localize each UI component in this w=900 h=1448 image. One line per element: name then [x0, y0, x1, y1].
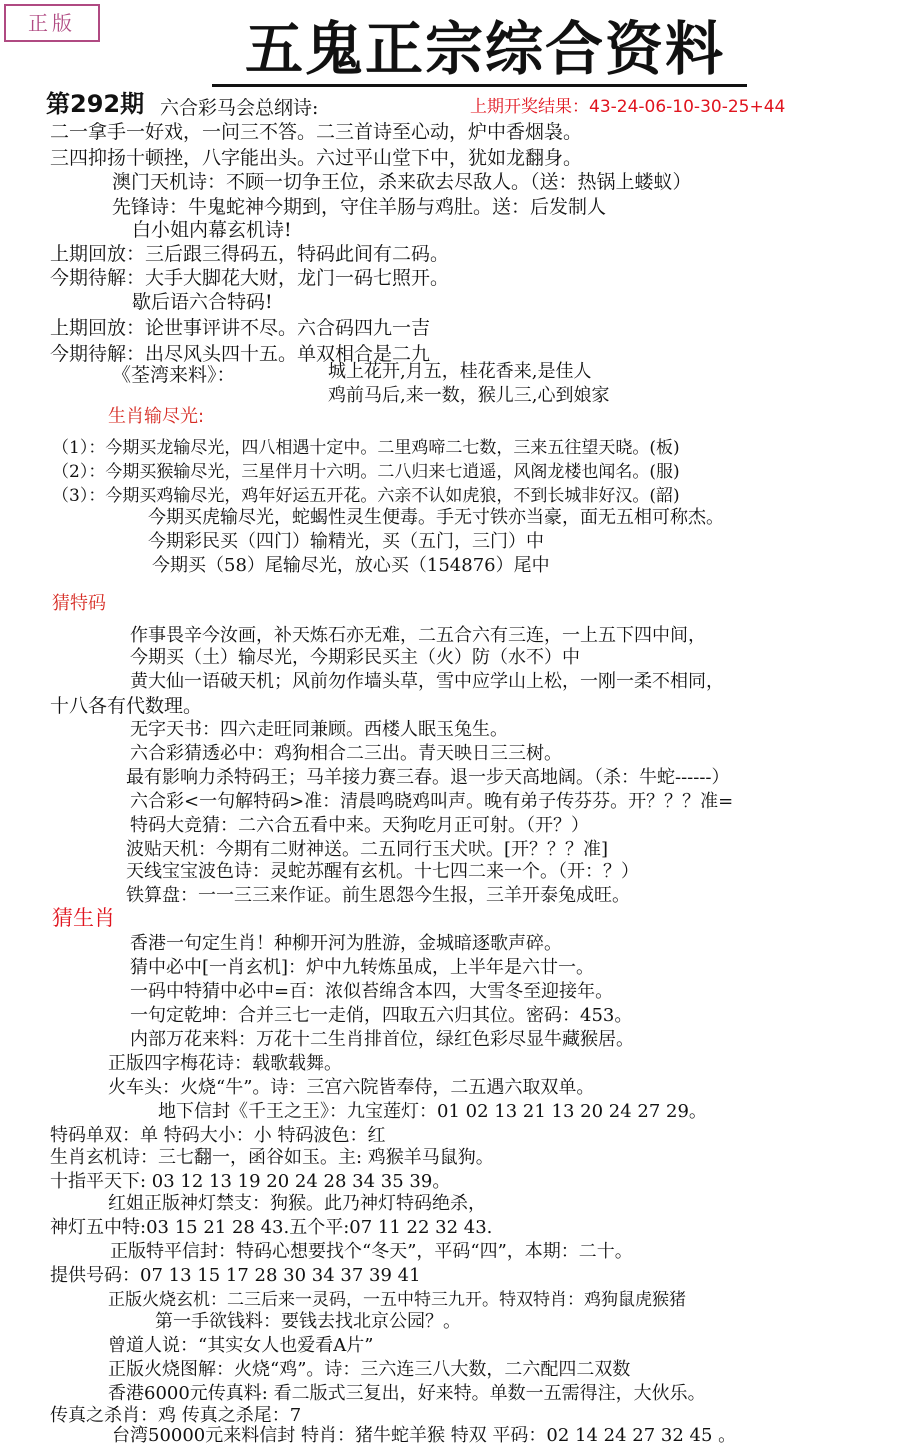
text-line: 黄大仙一语破天机；风前勿作墙头草，雪中应学山上松，一刚一柔不相同，: [130, 671, 724, 692]
text-line: 正版火烧图解：火烧“鸡”。诗：三六连三八大数，二六配四二双数: [108, 1359, 631, 1380]
page-title: 五鬼正宗综合资料: [244, 15, 725, 83]
text-line: 十八各有代数理。: [50, 695, 203, 717]
section-heading: 猜生肖: [52, 906, 115, 930]
section-heading: 猜特码: [52, 593, 106, 614]
text-line: 今期待解：大手大脚花大财，龙门一码七照开。: [50, 267, 450, 289]
text-line: （2）：今期买猴输尽光，三星伴月十六明。二八归来七逍遥，风阁龙楼也闻名。(服): [52, 462, 680, 482]
text-line: 今期买（土）输尽光，今期彩民买主（火）防（水不）中: [130, 647, 580, 668]
text-line: 歇后语六合特码!: [132, 291, 273, 313]
text-line: 特码单双：单 特码大小：小 特码波色：红: [50, 1125, 386, 1146]
text-line: 提供号码：07 13 15 17 28 30 34 37 39 41: [50, 1265, 421, 1286]
text-line: 地下信封《千王之王》：九宝莲灯：01 02 13 21 13 20 24 27 29。: [158, 1101, 707, 1122]
text-line: 六合彩马会总纲诗:: [160, 97, 319, 119]
text-line: （3）：今期买鸡输尽光，鸡年好运五开花。六亲不认如虎狼，不到长城非好汉。(韶): [52, 486, 680, 506]
text-line: 铁算盘：一一三三来作证。前生恩怨今生报，三羊开泰兔成旺。: [126, 885, 630, 906]
text-line: 最有影响力杀特码王；马羊接力赛三春。退一步天高地阔。（杀：牛蛇------）: [126, 767, 730, 788]
text-line: 今期彩民买（四门）输精光，买（五门，三门）中: [148, 531, 544, 552]
text-line: 白小姐内幕玄机诗!: [132, 219, 292, 241]
text-line: 《荃湾来料》：: [112, 364, 236, 386]
text-line: 作事畏辛今汝画，补天炼石亦无难，二五合六有三连，一上五下四中间，: [130, 625, 706, 646]
text-line: 三四抑扬十顿挫，八字能出头。六过平山堂下中，犹如龙翻身。: [50, 147, 583, 169]
text-line: 正版火烧玄机：二三后来一灵码，一五中特三九开。特双特肖：鸡狗鼠虎猴猪: [108, 1290, 686, 1310]
text-line: 香港一句定生肖！种柳开河为胜游，金城暗逐歌声碎。: [130, 933, 562, 954]
text-line: 今期待解：出尽风头四十五。单双相合是二九: [50, 343, 431, 365]
text-line: 六合彩猜透必中：鸡狗相合二三出。青天映日三三树。: [130, 743, 562, 764]
text-line: 第一手欲钱料：要钱去找北京公园？。: [155, 1311, 461, 1332]
text-line: 传真之杀肖：鸡 传真之杀尾：7: [50, 1405, 302, 1426]
text-line: 台湾50000元来料信封 特肖：猪牛蛇羊猴 特双 平码：02 14 24 27 32 45 。: [112, 1425, 737, 1446]
text-line: （1）：今期买龙输尽光，四八相遇十定中。二里鸡啼二七数，三来五往望天晓。(板): [52, 438, 680, 458]
text-line: 上期回放：三后跟三得码五，特码此间有二码。: [50, 243, 450, 265]
text-line: 猜中必中[一肖玄机]：炉中九转炼虽成，上半年是六廿一。: [130, 957, 595, 978]
text-line: 特码大竞猜：二六合五看中来。天狗吃月正可射。（开？）: [130, 815, 589, 836]
text-line: 火车头：火烧“牛”。诗：三宫六院皆奉侍，二五遇六取双单。: [108, 1077, 595, 1098]
text-line: 今期买虎输尽光，蛇蝎性灵生便毒。手无寸铁亦当豪，面无五相可称杰。: [148, 507, 724, 528]
text-line: 天线宝宝波色诗：灵蛇苏醒有玄机。十七四二来一个。（开：？）: [126, 861, 639, 882]
text-line: 正版特平信封：特码心想要找个“冬天”，平码“四”，本期：二十。: [110, 1241, 633, 1262]
text-line: 曾道人说：“其实女人也爱看A片”: [108, 1335, 374, 1356]
title-underline: [212, 84, 747, 87]
text-line: 城上花开,月五，桂花香来,是佳人: [328, 361, 592, 382]
edition-stamp: 正版: [4, 4, 100, 42]
text-line: 波贴天机：今期有二财神送。二五同行玉犬吠。[开？？？准]: [126, 839, 609, 860]
issue-number: 第292期: [46, 90, 145, 118]
text-line: 神灯五中特:03 15 21 28 43.五个平:07 11 22 32 43.: [50, 1217, 493, 1238]
text-line: 澳门天机诗：不顾一切争王位，杀来砍去尽敌人。（送：热锅上蝼蚁）: [112, 171, 692, 193]
text-line: 今期买（58）尾输尽光，放心买（154876）尾中: [152, 555, 550, 576]
text-line: 鸡前马后,来一数，猴儿三,心到娘家: [328, 385, 610, 406]
text-line: 上期回放：论世事评讲不尽。六合码四九一吉: [50, 317, 431, 339]
text-line: 正版四字梅花诗：载歌载舞。: [108, 1053, 342, 1074]
text-line: 香港6000元传真料: 看二版式三复出，好来特。单数一五需得注，大伙乐。: [108, 1383, 706, 1404]
text-line: 红姐正版神灯禁支：狗猴。此乃神灯特码绝杀，: [108, 1193, 486, 1214]
text-line: 六合彩<一句解特码>准：清晨鸣晓鸡叫声。晚有弟子传芬芬。开？？？准=: [130, 791, 734, 812]
text-line: 一码中特猜中必中=百：浓似苔绵含本四，大雪冬至迎接年。: [130, 981, 614, 1002]
text-line: 一句定乾坤：合并三七一走俏，四取五六归其位。密码：453。: [130, 1005, 633, 1026]
text-line: 无字天书：四六走旺同兼顾。西楼人眠玉兔生。: [130, 719, 508, 740]
text-line: 生肖玄机诗：三七翻一，函谷如玉。主: 鸡猴羊马鼠狗。: [50, 1147, 494, 1168]
text-line: 先锋诗：牛鬼蛇神今期到，守住羊肠与鸡肚。送：后发制人: [112, 196, 607, 218]
text-line: 内部万花来料：万花十二生肖排首位，绿红色彩尽显牛藏猴居。: [130, 1029, 634, 1050]
last-draw-result: 上期开奖结果：43-24-06-10-30-25+44: [470, 97, 786, 117]
text-line: 十指平天下: 03 12 13 19 20 24 28 34 35 39。: [50, 1171, 451, 1192]
text-line: 二一拿手一好戏，一问三不答。二三首诗至心动，炉中香烟袅。: [50, 121, 583, 143]
section-heading: 生肖输尽光:: [108, 406, 205, 427]
